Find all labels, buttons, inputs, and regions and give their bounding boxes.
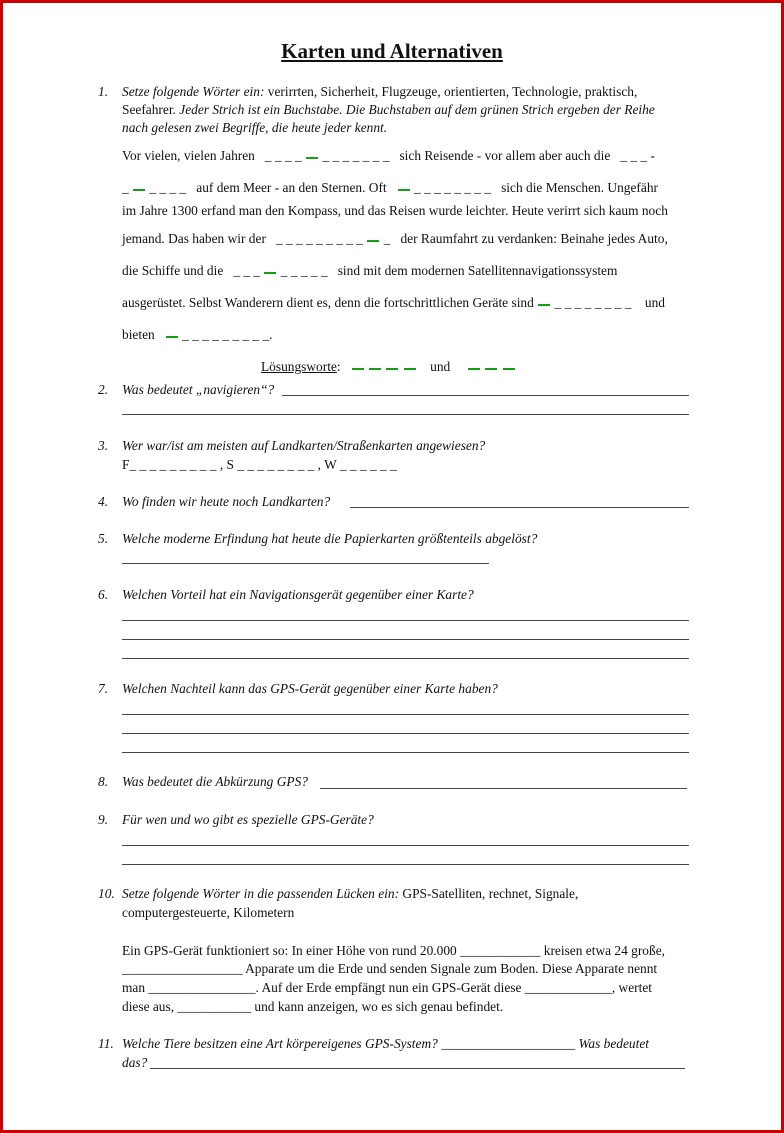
q1-instruction-line1: Setze folgende Wörter ein: verirrten, Sicherheit, Flugzeuge, orientierten, Technologie, praktisch,: [122, 84, 638, 99]
worksheet-title: Karten und Alternativen: [281, 39, 503, 63]
q11-question-line2: das?: [122, 1055, 148, 1070]
q2-number: 2.: [98, 382, 109, 397]
q10-number: 10.: [98, 886, 115, 901]
q10-text-line4: diese aus, ___________ und kann anzeigen, wo es sich genau befindet.: [122, 999, 504, 1014]
q9-answer-line-1[interactable]: [122, 845, 689, 846]
q7-number: 7.: [98, 681, 109, 696]
q1-text-line5: die Schiffe und die _ _ _ _ _ _ _ _ sind mit dem modernen Satellitennavigationssystem: [122, 263, 618, 278]
q8-number: 8.: [98, 774, 109, 789]
q10-text-line2: __________________ Apparate um die Erde und senden Signale zum Boden. Diese Apparate nennt: [122, 961, 658, 976]
q1-text-line7: bieten _ _ _ _ _ _ _ _ _.: [122, 327, 273, 342]
q2-answer-line-1[interactable]: [282, 395, 689, 396]
q7-question: Welchen Nachteil kann das GPS-Gerät gegenüber einer Karte haben?: [122, 681, 498, 696]
q3-number: 3.: [98, 438, 109, 453]
q5-question: Welche moderne Erfindung hat heute die Papierkarten größtenteils abgelöst?: [122, 531, 538, 546]
q9-question: Für wen und wo gibt es spezielle GPS-Geräte?: [122, 812, 374, 827]
q6-answer-line-2[interactable]: [122, 639, 689, 640]
q9-answer-line-2[interactable]: [122, 864, 689, 865]
q7-answer-line-2[interactable]: [122, 733, 689, 734]
q1-text-line2: _ _ _ _ _ auf dem Meer - an den Sternen. Oft _ _ _ _ _ _ _ _ sich die Menschen. Ungefähr: [122, 180, 658, 195]
q10-text-line1: Ein GPS-Gerät funktioniert so: In einer Höhe von rund 20.000 ____________ kreisen etwa 24 große,: [122, 943, 665, 958]
q10-text-line3: man ________________. Auf der Erde empfängt nun ein GPS-Gerät diese _____________, wertet: [122, 980, 652, 995]
q4-number: 4.: [98, 494, 109, 509]
q7-answer-line-1[interactable]: [122, 714, 689, 715]
q2-answer-line-2[interactable]: [122, 414, 689, 415]
q6-number: 6.: [98, 587, 109, 602]
q4-answer-line[interactable]: [350, 507, 689, 508]
q5-answer-line[interactable]: [122, 563, 489, 564]
q2-question: Was bedeutet „navigieren“?: [122, 382, 275, 397]
q1-text-line1: Vor vielen, vielen Jahren _ _ _ _ _ _ _ _ _ _ _ sich Reisende - vor allem aber auch die _ _ _ -: [122, 148, 655, 163]
q5-number: 5.: [98, 531, 109, 546]
q11-question: Welche Tiere besitzen eine Art körpereigenes GPS-System? ____________________ Was bedeutet: [122, 1036, 649, 1051]
q9-number: 9.: [98, 812, 109, 827]
q1-instruction-line2: Seefahrer. Jeder Strich ist ein Buchstabe. Die Buchstaben auf dem grünen Strich ergeben der Reihe: [122, 102, 655, 117]
q1-text-line3: im Jahre 1300 erfand man den Kompass, und das Reisen wurde leichter. Heute verirrt sich kaum noch: [122, 203, 668, 218]
q6-question: Welchen Vorteil hat ein Navigationsgerät gegenüber einer Karte?: [122, 587, 474, 602]
q1-text-line4: jemand. Das haben wir der _ _ _ _ _ _ _ _ _ _ der Raumfahrt zu verdanken: Beinahe jedes Auto,: [122, 231, 668, 246]
q7-answer-line-3[interactable]: [122, 752, 689, 753]
q4-question: Wo finden wir heute noch Landkarten?: [122, 494, 331, 509]
q10-instruction-line1: Setze folgende Wörter in die passenden Lücken ein: GPS-Satelliten, rechnet, Signale,: [122, 886, 579, 901]
q3-question: Wer war/ist am meisten auf Landkarten/Straßenkarten angewiesen?: [122, 438, 486, 453]
q1-text-line6: ausgerüstet. Selbst Wanderern dient es, denn die fortschrittlichen Geräte sind _ _ _ _ _ _ _ _ und: [122, 295, 665, 310]
q6-answer-line-3[interactable]: [122, 658, 689, 659]
q1-solution-row: Lösungsworte: und: [261, 357, 516, 376]
q10-instruction-line2: computergesteuerte, Kilometern: [122, 905, 295, 920]
q8-question: Was bedeutet die Abkürzung GPS?: [122, 774, 308, 789]
q11-answer-line[interactable]: [150, 1068, 685, 1069]
q8-answer-line[interactable]: [320, 788, 687, 789]
q11-number: 11.: [98, 1036, 114, 1051]
q1-number: 1.: [98, 84, 109, 99]
q1-instruction-line3: nach gelesen zwei Begriffe, die heute jeder kennt.: [122, 120, 388, 135]
q3-answer-blanks[interactable]: F_ _ _ _ _ _ _ _ _ , S _ _ _ _ _ _ _ _ , W _ _ _ _ _ _: [122, 457, 397, 472]
q6-answer-line-1[interactable]: [122, 620, 689, 621]
